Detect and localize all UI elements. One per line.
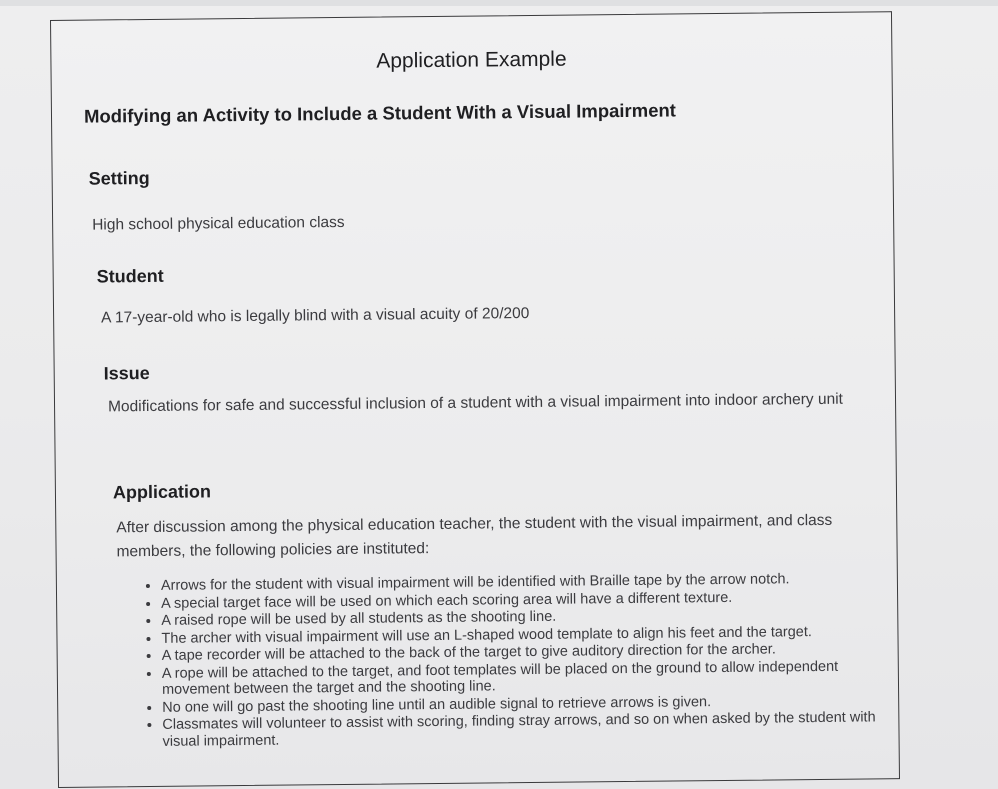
application-heading: Application [112, 481, 212, 503]
issue-text: Modifications for safe and successful inclusion of a student with a visual impairment into indoor archery unit [107, 390, 844, 416]
setting-heading: Setting [88, 167, 150, 189]
policy-list [137, 569, 883, 750]
policy-item: • No one will go past the shooting line until an audible signal to retrieve arrows is given. [162, 691, 882, 716]
setting-text: High school physical education class [92, 213, 345, 234]
policy-item: • The archer with visual impairment will use an L-shaped wood template to align his feet and the target. [161, 622, 881, 647]
application-example-box [50, 11, 900, 788]
policy-item: • A rope will be attached to the target, and foot templates will be placed on the ground to allow independent movement between the target and the shooting line. [162, 657, 882, 699]
page-title: Application Example [376, 47, 567, 73]
issue-heading: Issue [103, 362, 150, 384]
subtitle: Modifying an Activity to Include a Student With a Visual Impairment [83, 99, 676, 127]
policy-item: • A tape recorder will be attached to the back of the target to give auditory direction for the archer. [162, 639, 882, 664]
application-intro: After discussion among the physical education teacher, the student with the visual impairment, and class members, the following policies are instituted: [116, 511, 833, 561]
policy-item: • A special target face will be used on which each scoring area will have a different texture. [161, 587, 881, 612]
policy-item: • Arrows for the student with visual impairment will be identified with Braille tape by the arrow notch. [161, 569, 881, 594]
policy-item: • A raised rope will be used by all students as the shooting line. [161, 604, 881, 629]
student-heading: Student [96, 265, 164, 287]
student-text: A 17-year-old who is legally blind with a visual acuity of 20/200 [101, 304, 530, 327]
policy-item: • Classmates will volunteer to assist with scoring, finding stray arrows, and so on when asked by the student with visual impairment. [162, 708, 882, 750]
top-edge [0, 0, 998, 6]
